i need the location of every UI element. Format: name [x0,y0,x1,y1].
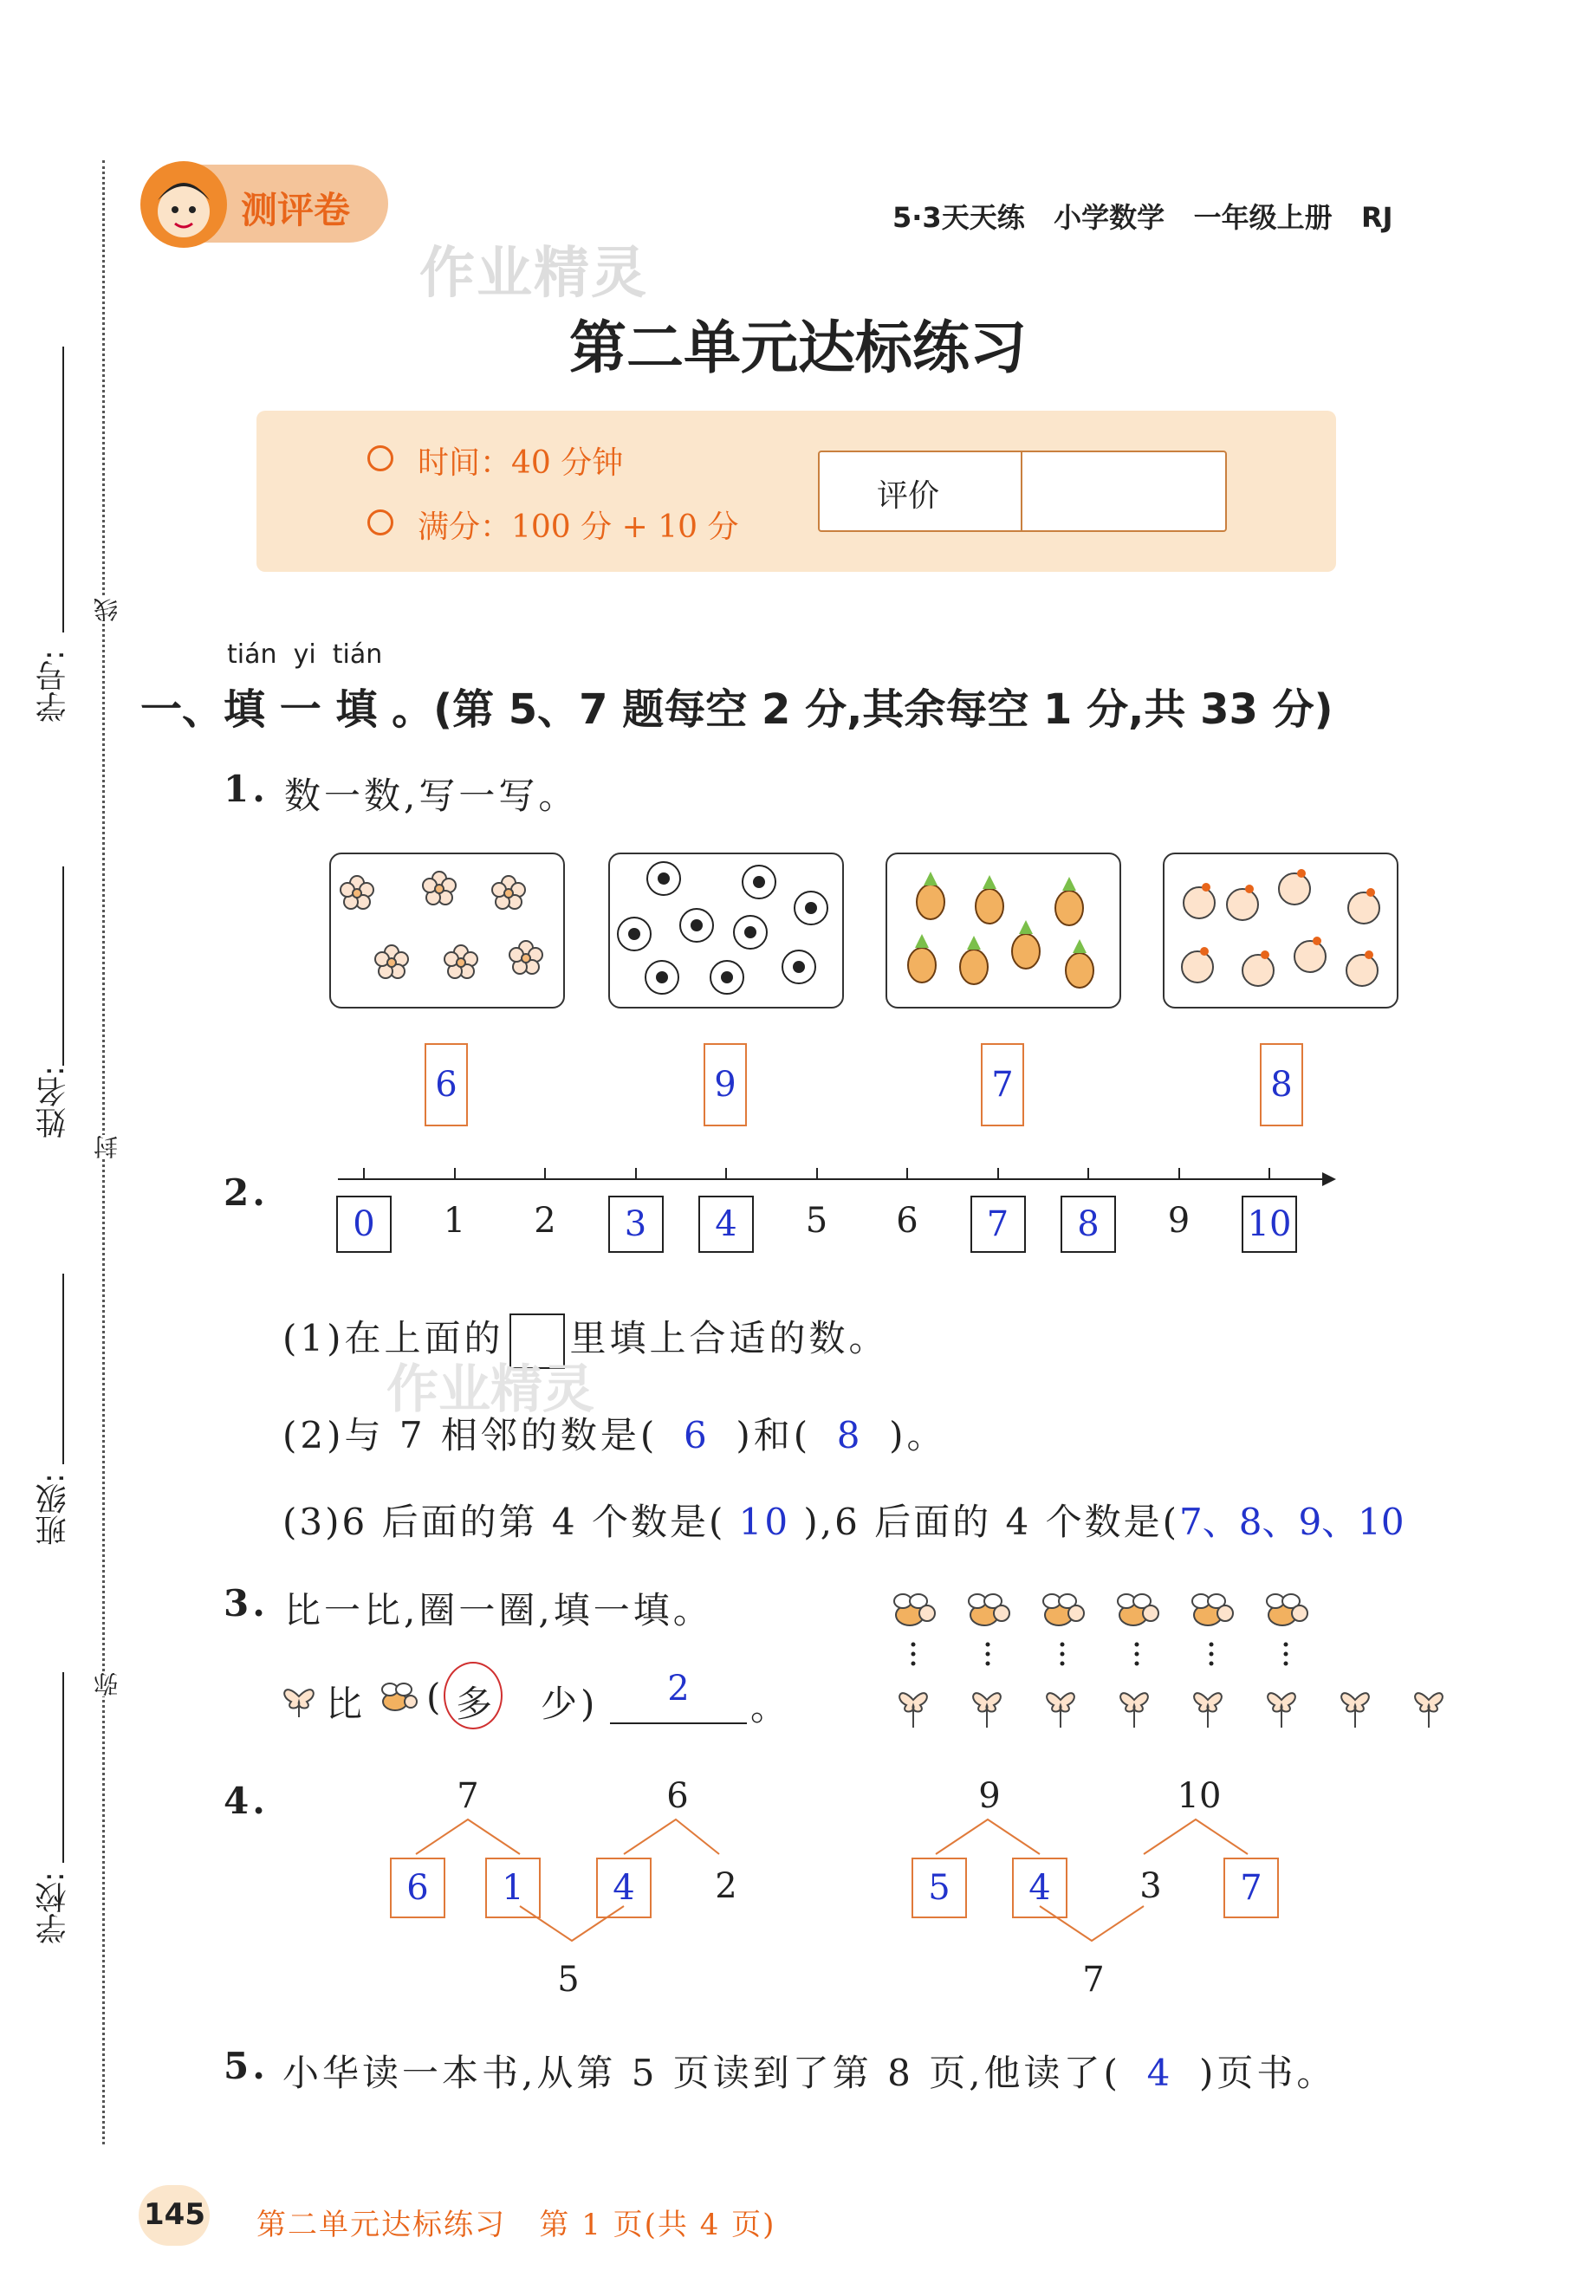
connector-dot [1284,1652,1288,1657]
bee-icon [894,1594,935,1625]
q2-sub3-mid: ),6 后面的 4 个数是( [803,1501,1179,1543]
connector-dot [1210,1652,1214,1657]
q2-sub2-suffix: )。 [889,1414,947,1456]
number-line-tick [725,1168,727,1180]
q4-left-top1: 7 [457,1776,479,1816]
number-line-box[interactable]: 8 [1061,1196,1116,1253]
number-line-tick [1268,1168,1270,1180]
q2-sub2-prefix: (2)与 7 相邻的数是( [282,1414,659,1456]
number-line-tick [1178,1168,1180,1180]
bee-icon [1118,1594,1158,1625]
connector-dot [1210,1643,1214,1647]
q4-right-bottom: 7 [1082,1960,1105,2000]
q3-flowers-row [877,1672,1466,1733]
number-line-box[interactable]: 4 [698,1196,754,1253]
q4-left-box1[interactable]: 6 [390,1858,445,1918]
flower-icon [973,1693,1001,1728]
badge-label: 测评卷 [241,189,351,231]
eval-divider [1021,451,1022,532]
q4-left-plain: 2 [715,1866,737,1906]
banji-underline [62,1274,64,1464]
q2-number: 2. [224,1171,269,1214]
series: 5·3天天练 [892,201,1025,234]
xuexiao-label: 学校: [36,1871,71,1945]
xuehao-label: 学号: [36,650,71,723]
q3-number: 3. [224,1582,269,1625]
q2-sub1-suffix: 里填上合适的数。 [569,1317,889,1359]
q1-number: 1. [224,768,269,810]
flowers-picture [329,853,565,1009]
xuexiao-underline [62,1672,64,1863]
q4-left-box3[interactable]: 4 [596,1858,652,1918]
q4-number: 4. [224,1780,269,1822]
flower-icon [1268,1693,1295,1728]
eval-label: 评价 [877,478,940,514]
q5-prefix: 小华读一本书,从第 5 页读到了第 8 页,他读了( [282,2052,1121,2094]
connector-dot [986,1643,990,1647]
q2-sub2-mid: )和( [736,1414,812,1456]
flower-icon [1194,1693,1222,1728]
q1-answer-peaches[interactable]: 8 [1260,1043,1303,1126]
section-pinyin: tián yi tián [227,639,383,670]
q5-text [282,2045,1336,2097]
bee-icon [1192,1594,1233,1625]
feng-label: 封 [90,1135,125,1159]
bee-icon [1267,1594,1307,1625]
number-line-tick [816,1168,818,1180]
q3-text: 比一比,圈一圈,填一填。 [284,1589,713,1631]
q2-sub2 [282,1407,946,1459]
flower-icon [1047,1693,1074,1728]
q1-answer-pineapples[interactable]: 7 [981,1043,1024,1126]
q3-less[interactable]: 少) [541,1683,599,1725]
connector-dot [1061,1662,1065,1666]
connector-dot [1135,1643,1139,1647]
edition: RJ [1361,201,1393,234]
q3-flower-icon [276,1672,322,1719]
q4-right-top1: 9 [978,1776,1001,1816]
footer-text: 第二单元达标练习 第 1 页(共 4 页) [256,2208,776,2242]
connector-dot [912,1643,916,1647]
q3-compare [326,1676,366,1728]
connector-dot [986,1662,990,1666]
connector-dot [1284,1662,1288,1666]
q2-sub1-prefix: (1)在上面的 [282,1317,504,1359]
balls-picture [608,853,844,1009]
banji-label: 班级: [36,1473,71,1547]
xingming-underline [62,866,64,1066]
q3-answer-underline [610,1722,747,1724]
q2-sub3-answer1[interactable]: 10 [738,1501,791,1543]
bee-icon [1043,1594,1084,1625]
number-line-tick [997,1168,999,1180]
number-line-box[interactable]: 3 [608,1196,664,1253]
eval-input[interactable] [1024,454,1223,529]
number-line-label: 5 [805,1201,828,1241]
avatar [140,161,227,248]
q3-compare-word: 比 [326,1683,367,1725]
q2-sub3-prefix: (3)6 后面的第 4 个数是( [282,1501,726,1543]
number-line-box[interactable]: 10 [1242,1196,1297,1253]
connector-dot [1135,1662,1139,1666]
bees-row [877,1577,1327,1638]
subject: 小学数学 [1054,201,1165,234]
q4-right-box3[interactable]: 7 [1223,1858,1279,1918]
connector-dot [1061,1652,1065,1657]
number-line-tick [544,1168,546,1180]
mi-label: 弥 [90,1672,125,1696]
q3-end: 。 [750,1686,791,1728]
flower-icon [1120,1693,1148,1728]
section-heading: 一、填 一 填 。(第 5、7 题每空 2 分,其余每空 1 分,共 33 分) [140,685,1333,734]
flower-icon [899,1693,927,1728]
xian-label: 线 [90,598,125,622]
q2-sub3 [282,1494,1405,1546]
connector-dot [912,1652,916,1657]
q4-left-bottom: 5 [557,1960,580,2000]
q3-answer[interactable]: 2 [667,1669,690,1709]
q5-suffix: )页书。 [1198,2052,1337,2094]
number-line-axis [338,1178,1322,1180]
connector-dot [1284,1643,1288,1647]
q4-right-box2[interactable]: 4 [1012,1858,1067,1918]
number-line-label: 6 [896,1201,918,1241]
clock-icon [367,445,393,471]
number-line-label: 9 [1167,1201,1191,1241]
pineapples-picture [886,853,1121,1009]
xuehao-underline [62,347,64,632]
time-label: 时间：40 分钟 [418,445,624,481]
number-line-tick [635,1168,637,1180]
number-line-tick [454,1168,456,1180]
check-icon [367,509,393,535]
bee-icon [969,1594,1009,1625]
page-title: 第二单元达标练习 [569,314,1027,381]
number-line-tick [363,1168,365,1180]
connector-dot [1061,1643,1065,1647]
q4-right-top2: 10 [1177,1776,1222,1816]
q2-sub3-answer2[interactable]: 7、8、9、10 [1179,1501,1405,1543]
q1-answer-flowers[interactable]: 6 [425,1043,468,1126]
flower-icon [1341,1693,1369,1728]
footer-page-number: 145 [144,2197,205,2232]
watermark-top: 作业精灵 [419,242,648,306]
flower-icon [1415,1693,1443,1728]
q2-sub2-answer2[interactable]: 8 [836,1414,864,1456]
q4-left-top2: 6 [666,1776,689,1816]
q2-sub2-answer1[interactable]: 6 [683,1414,710,1456]
peaches-picture [1163,853,1398,1009]
q1-answer-balls[interactable]: 9 [704,1043,747,1126]
number-line-arrow [1322,1172,1336,1186]
number-line-box[interactable]: 0 [336,1196,392,1253]
q3-paren: ( [426,1676,444,1718]
connector-dot [1135,1652,1139,1657]
number-line-label: 2 [534,1201,556,1241]
q5-answer[interactable]: 4 [1146,2052,1174,2094]
q3-bee-icon [371,1672,426,1719]
q1-text: 数一数,写一写。 [284,775,579,817]
score-label: 满分：100 分 + 10 分 [418,509,739,545]
xingming-label: 姓名: [36,1066,71,1139]
q3-dots [877,1638,1327,1672]
number-line-box[interactable]: 7 [970,1196,1026,1253]
number-line-tick [906,1168,908,1180]
number-line-label: 1 [443,1201,466,1241]
q4-right-box1[interactable]: 5 [912,1858,967,1918]
header-info [892,196,1393,236]
connector-dot [986,1652,990,1657]
connector-dot [1210,1662,1214,1666]
q5-number: 5. [224,2045,269,2087]
connector-dot [912,1662,916,1666]
q4-right-plain: 3 [1139,1866,1162,1906]
number-line-tick [1087,1168,1089,1180]
grade: 一年级上册 [1193,201,1333,234]
q3-more[interactable]: 多 [456,1683,496,1725]
q4-left-box2[interactable]: 1 [485,1858,541,1918]
watermark-middle: 作业精灵 [386,1359,594,1420]
